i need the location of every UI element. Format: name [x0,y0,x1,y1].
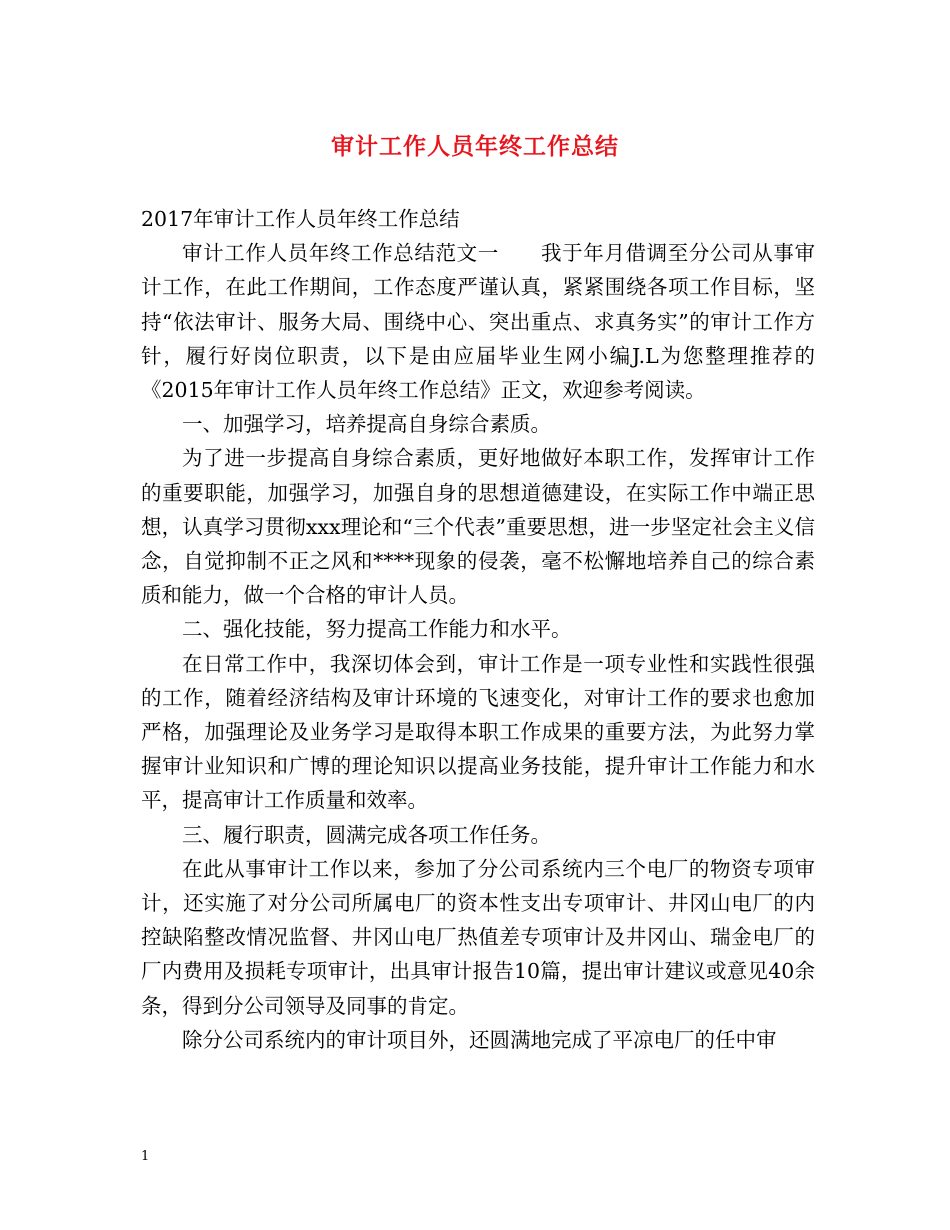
body-paragraph: 2017年审计工作人员年终工作总结 [141,207,460,231]
body-paragraph: 三、履行职责，圆满完成各项工作任务。 [182,822,551,847]
body-paragraph: 一、加强学习，培养提高自身综合素质。 [182,412,551,437]
page-number: 1 [141,1149,150,1164]
document-title: 审计工作人员年终工作总结 [331,133,619,160]
body-paragraph: 除分公司系统内的审计项目外，还圆满地完成了平凉电厂的任中审 [182,1027,777,1052]
body-paragraph: 为了进一步提高自身综合素质，更好地做好本职工作，发挥审计工作的重要职能，加强学习，加强自身的思想道德建设，在实际工作中端正思想，认真学习贯彻xxx理论和“三个代表”重要思想，进一步坚定社会主义信念，自觉抑制不正之风和****现象的侵袭，毫不松懈地培养自己的综合素质和能力，做一个合格的审计人员。 [141,446,815,608]
document-body [141,202,815,1057]
body-paragraph: 审计工作人员年终工作总结范文一 我于年月借调至分公司从事审计工作，在此工作期间，工作态度严谨认真，紧紧围绕各项工作目标，坚持“依法审计、服务大局、围绕中心、突出重点、求真务实”的审计工作方针，履行好岗位职责，以下是由应届毕业生网小编J.L为您整理推荐的《2015年审计工作人员年终工作总结》正文，欢迎参考阅读。 [141,241,815,403]
body-paragraph: 二、强化技能，努力提高工作能力和水平。 [182,617,572,642]
body-paragraph: 在日常工作中，我深切体会到，审计工作是一项专业性和实践性很强的工作，随着经济结构及审计环境的飞速变化，对审计工作的要求也愈加严格，加强理论及业务学习是取得本职工作成果的重要方法，为此努力掌握审计业知识和广博的理论知识以提高业务技能，提升审计工作能力和水平，提高审计工作质量和效率。 [141,651,815,813]
body-paragraph: 在此从事审计工作以来，参加了分公司系统内三个电厂的物资专项审计，还实施了对分公司所属电厂的资本性支出专项审计、井冈山电厂的内控缺陷整改情况监督、井冈山电厂热值差专项审计及井冈山、瑞金电厂的厂内费用及损耗专项审计，出具审计报告10篇，提出审计建议或意见40余条，得到分公司领导及同事的肯定。 [141,856,815,1018]
